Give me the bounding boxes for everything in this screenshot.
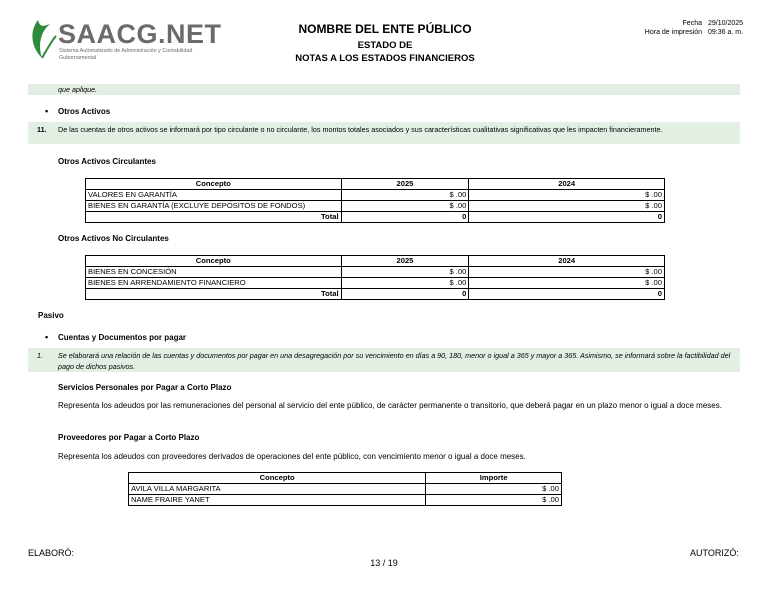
note-1-text: Se elaborará una relación de las cuentas y documentos por pagar en una desagregación por su vencimiento en días a 90, 180, menor o igual a 365 y mayor a 365. Asimismo, se informará sobre la factibilidad del pago de dichos pasivos. <box>58 351 731 371</box>
total-2024: 0 <box>469 212 665 223</box>
elaboro-label: ELABORÓ: <box>28 548 75 558</box>
note-1-number: 1. <box>37 351 43 360</box>
cell-2024: $ .00 <box>469 267 665 278</box>
total-2025: 0 <box>341 212 469 223</box>
leaf-logo-icon <box>28 18 58 60</box>
col-2025: 2025 <box>341 179 469 190</box>
report-title-line2: NOTAS A LOS ESTADOS FINANCIEROS <box>295 53 475 64</box>
table-row <box>129 484 562 495</box>
report-title-line1: ESTADO DE <box>357 40 413 51</box>
cell-concepto: BIENES EN GARANTÍA (EXCLUYE DEPÓSITOS DE FONDOS) <box>86 201 342 212</box>
cell-importe: $ .00 <box>426 484 562 495</box>
cell-concepto: NAME FRAIRE YANET <box>129 495 426 506</box>
cell-concepto: VALORES EN GARANTÍA <box>86 190 342 201</box>
table-header-row <box>86 256 665 267</box>
table-row <box>86 278 665 289</box>
saacg-logo <box>28 18 222 62</box>
col-2025: 2025 <box>341 256 469 267</box>
cell-2024: $ .00 <box>469 190 665 201</box>
cell-2025: $ .00 <box>341 201 469 212</box>
cuentas-por-pagar-heading: • Cuentas y Documentos por pagar <box>58 333 186 342</box>
servicios-personales-title: Servicios Personales por Pagar a Corto Plazo <box>58 383 232 392</box>
entity-name: NOMBRE DEL ENTE PÚBLICO <box>298 22 472 36</box>
otros-activos-circulantes-table <box>85 178 665 223</box>
col-2024: 2024 <box>469 256 665 267</box>
cell-concepto: BIENES EN ARRENDAMIENTO FINANCIERO <box>86 278 342 289</box>
table-header-row <box>86 179 665 190</box>
print-time-label: Hora de impresión <box>644 29 702 36</box>
date-label: Fecha <box>682 20 702 27</box>
col-concepto: Concepto <box>86 256 342 267</box>
cell-concepto: AVILA VILLA MARGARITA <box>129 484 426 495</box>
page-number: 13 / 19 <box>370 558 398 568</box>
proveedores-text: Representa los adeudos con proveedores derivados de operaciones del ente público, con vencimiento menor o igual a doce meses. <box>58 452 526 461</box>
cell-2024: $ .00 <box>469 201 665 212</box>
table-row <box>129 495 562 506</box>
total-label: Total <box>86 289 342 300</box>
total-2024: 0 <box>469 289 665 300</box>
print-time-value: 09:36 a. m. <box>708 29 744 36</box>
autorizo-label: AUTORIZÓ: <box>690 548 739 558</box>
total-label: Total <box>86 212 342 223</box>
pasivo-heading: Pasivo <box>38 311 64 320</box>
col-concepto: Concepto <box>129 473 426 484</box>
continuation-text: que aplique. <box>58 85 98 94</box>
proveedores-title: Proveedores por Pagar a Corto Plazo <box>58 433 200 442</box>
col-importe: Importe <box>426 473 562 484</box>
otros-activos-no-circulantes-table <box>85 255 665 300</box>
note-1-band <box>28 348 740 372</box>
total-2025: 0 <box>341 289 469 300</box>
cell-2025: $ .00 <box>341 278 469 289</box>
cell-concepto: BIENES EN CONCESIÓN <box>86 267 342 278</box>
otros-activos-circulantes-title: Otros Activos Circulantes <box>58 157 156 166</box>
table-row <box>86 190 665 201</box>
logo-subtitle: Sistema Automatizado de Administración y Contabilidad Gubernamental <box>59 48 193 61</box>
continuation-band <box>28 84 740 95</box>
otros-activos-heading: • Otros Activos <box>58 107 110 116</box>
proveedores-table <box>128 472 562 506</box>
table-total-row <box>86 212 665 223</box>
cell-2025: $ .00 <box>341 267 469 278</box>
note-11-number: 11. <box>37 125 47 134</box>
date-value: 29/10/2025 <box>708 20 744 27</box>
otros-activos-no-circulantes-title: Otros Activos No Circulantes <box>58 234 169 243</box>
servicios-personales-text: Representa los adeudos por las remuneraciones del personal al servicio del ente público, de carácter permanente o transitorio, que deberá pagar en un plazo menor o igual a doce meses. <box>58 401 722 410</box>
cell-2025: $ .00 <box>341 190 469 201</box>
col-2024: 2024 <box>469 179 665 190</box>
cell-2024: $ .00 <box>469 278 665 289</box>
table-row <box>86 201 665 212</box>
table-row <box>86 267 665 278</box>
logo-wordmark: SAACG.NET <box>58 19 222 49</box>
table-total-row <box>86 289 665 300</box>
note-11-band <box>28 122 740 144</box>
cell-importe: $ .00 <box>426 495 562 506</box>
table-header-row <box>129 473 562 484</box>
note-11-text: De las cuentas de otros activos se informará por tipo circulante o no circulante, los montos totales asociados y sus características cualitativas significativas que les impacten financieramente. <box>58 125 663 134</box>
col-concepto: Concepto <box>86 179 342 190</box>
